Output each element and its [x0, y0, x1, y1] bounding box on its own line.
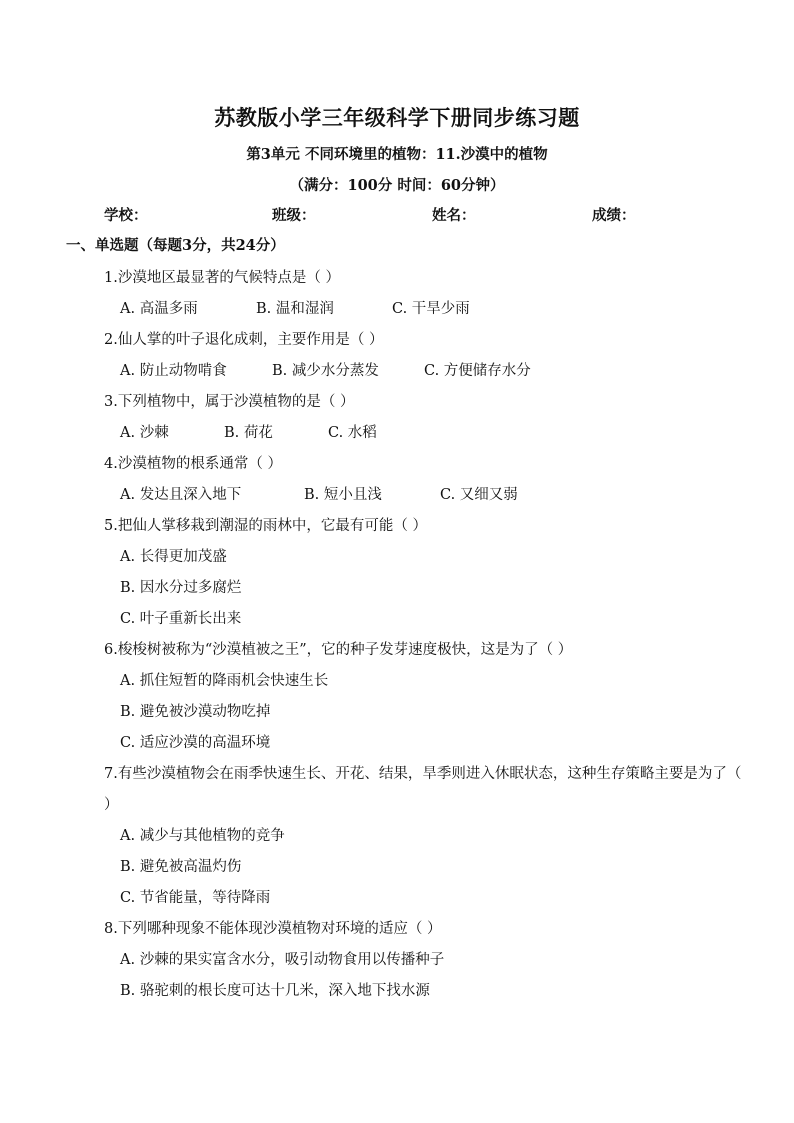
option-row — [104, 294, 744, 325]
option-c[interactable]: C. 叶子重新长出来 — [120, 611, 242, 627]
student-info-row — [0, 204, 794, 226]
unit-subtitle: 第3单元 不同环境里的植物：11.沙漠中的植物 — [246, 146, 548, 163]
option-a[interactable]: A. 高温多雨 — [120, 301, 198, 317]
question-stem: 1.沙漠地区最显著的气候特点是（ ） — [104, 270, 340, 286]
option-a[interactable]: A. 沙棘 — [120, 425, 169, 441]
option-b[interactable]: B. 避免被高温灼伤 — [120, 859, 242, 875]
option-b[interactable]: B. 避免被沙漠动物吃掉 — [120, 704, 271, 720]
option-b[interactable]: B. 骆驼刺的根长度可达十几米，深入地下找水源 — [120, 983, 430, 999]
option-b[interactable]: B. 荷花 — [224, 425, 273, 441]
option-c[interactable]: C. 又细又弱 — [440, 487, 518, 503]
question-stem: 6.梭梭树被称为“沙漠植被之王”，它的种子发芽速度极快，这是为了（ ） — [104, 642, 573, 658]
option-c[interactable]: C. 水稻 — [328, 425, 377, 441]
option-b[interactable]: B. 温和湿润 — [256, 301, 334, 317]
question-stem: 8.下列哪种现象不能体现沙漠植物对环境的适应（ ） — [104, 921, 442, 937]
option-a[interactable]: A. 长得更加茂盛 — [120, 549, 227, 565]
option-c[interactable]: C. 节省能量，等待降雨 — [120, 890, 271, 906]
option-a[interactable]: A. 发达且深入地下 — [120, 487, 242, 503]
question-stem: 3.下列植物中，属于沙漠植物的是（ ） — [104, 394, 355, 410]
question-stem: 7.有些沙漠植物会在雨季快速生长、开花、结果，旱季则进入休眠状态，这种生存策略主要是为了（ ） — [104, 766, 742, 813]
option-a[interactable]: A. 沙棘的果实富含水分，吸引动物食用以传播种子 — [120, 952, 445, 968]
school-label: 学校： — [104, 207, 148, 224]
class-label: 班级： — [272, 207, 316, 224]
document-title: 苏教版小学三年级科学下册同步练习题 — [214, 105, 580, 130]
option-a[interactable]: A. 防止动物啃食 — [120, 363, 227, 379]
option-b[interactable]: B. 因水分过多腐烂 — [120, 580, 242, 596]
option-b[interactable]: B. 短小且浅 — [304, 487, 382, 503]
score-time-info: （满分：100分 时间：60分钟） — [289, 177, 505, 194]
option-a[interactable]: A. 抓住短暂的降雨机会快速生长 — [120, 673, 329, 689]
option-row — [104, 356, 744, 387]
score-label: 成绩： — [592, 207, 636, 224]
section-title: 一、单选题（每题3分，共24分） — [66, 237, 285, 254]
option-c[interactable]: C. 方便储存水分 — [424, 363, 531, 379]
question-list — [104, 263, 744, 1007]
option-c[interactable]: C. 适应沙漠的高温环境 — [120, 735, 271, 751]
name-label: 姓名： — [432, 207, 476, 224]
question-stem: 5.把仙人掌移栽到潮湿的雨林中，它最有可能（ ） — [104, 518, 427, 534]
option-a[interactable]: A. 减少与其他植物的竞争 — [120, 828, 285, 844]
option-c[interactable]: C. 干旱少雨 — [392, 301, 470, 317]
option-row — [104, 418, 744, 449]
option-b[interactable]: B. 减少水分蒸发 — [272, 363, 379, 379]
question-stem: 2.仙人掌的叶子退化成刺，主要作用是（ ） — [104, 332, 384, 348]
question-stem: 4.沙漠植物的根系通常（ ） — [104, 456, 282, 472]
option-row — [104, 480, 744, 511]
